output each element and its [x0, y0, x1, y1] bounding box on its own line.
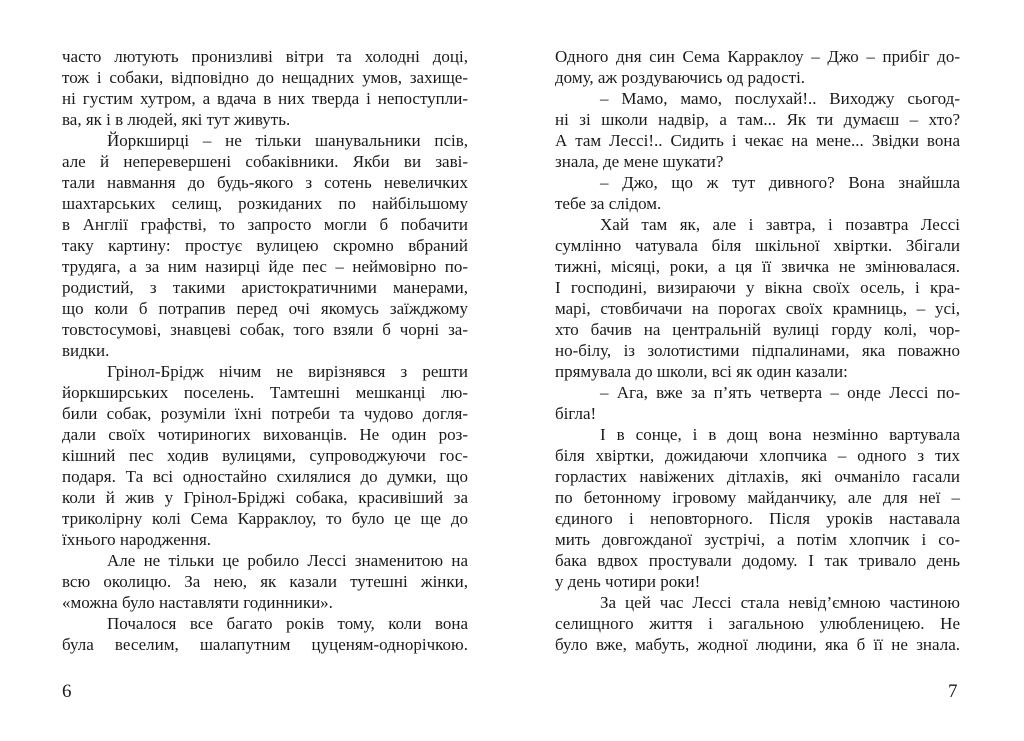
left-page-text	[62, 46, 468, 655]
text-line: били собак, розуміли їхні потреби та чудово догля-	[62, 404, 468, 423]
text-line: по бетонному ігровому майданчику, але для неї –	[555, 488, 960, 507]
text-line: горластих навіжених дітлахів, які очманіло гасали	[555, 467, 960, 486]
paragraph	[62, 130, 468, 361]
text-line: була веселим, шалапутним цуценям-однорічкою.	[62, 635, 468, 654]
text-line: кішний пес ходив вулицями, супроводжуючи гос-	[62, 446, 468, 465]
text-line: ні зі школи надвір, а там... Як ти думаєш – хто?	[555, 110, 960, 129]
text-line: І господині, визираючи у вікна своїх осель, і кра-	[555, 278, 960, 297]
text-line: часто лютують пронизливі вітри та холодні доці,	[62, 47, 468, 66]
paragraph	[555, 382, 960, 424]
text-line: Почалося все багато років тому, коли вона	[107, 614, 468, 633]
text-line: видки.	[62, 341, 110, 360]
text-line: Грінол-Брідж нічим не вирізнявся з решти	[107, 362, 468, 381]
text-line: но-білу, із золотистими підпалинами, яка поважно	[555, 341, 960, 360]
text-line: тож і собаки, відповідно до нещадних умов, захище-	[62, 68, 468, 87]
page-number-right: 7	[948, 681, 958, 702]
text-line: селищного життя і загальною улюбленицею. Не	[555, 614, 960, 633]
text-line: товстосумові, знавцеві собак, того взяли б чорні за-	[62, 320, 468, 339]
text-line: що коли б потрапив перед очі якомусь заїжджому	[62, 299, 468, 318]
text-line: – Джо, що ж тут дивного? Вона знайшла	[600, 173, 960, 192]
text-line: Одного дня син Сема Карраклоу – Джо – прибіг до-	[555, 47, 960, 66]
page-number-left: 6	[62, 681, 72, 702]
text-line: тебе за слідом.	[555, 194, 662, 213]
right-page-text	[555, 46, 960, 655]
text-line: але й неперевершені собаківники. Якби ви заві-	[62, 152, 468, 171]
text-line: сумлінно чатувала біля шкільної хвіртки. Збігали	[555, 236, 960, 255]
text-line: мить довгожданої зустрічі, а потім хлопчик і со-	[555, 530, 960, 549]
text-line: тали навмання до будь-якого з сотень невеличких	[62, 173, 468, 192]
text-line: Йоркширці – не тільки шанувальники псів,	[107, 131, 468, 150]
text-line: шахтарських селищ, розкиданих по найбільшому	[62, 194, 468, 213]
text-line: біля хвіртки, дожидаючи хлопчика – одного з тих	[555, 446, 960, 465]
text-line: дали своїх чотириногих вихованців. Не один роз-	[62, 425, 468, 444]
paragraph	[62, 46, 468, 130]
text-line: коли й жив у Грінол-Бріджі собака, красивіший за	[62, 488, 468, 507]
paragraph	[62, 550, 468, 613]
text-line: ні густим хутром, а вдача в них тверда і непоступли-	[62, 89, 468, 108]
text-line: трудяга, а за ним назирці йде пес – неймовірно по-	[62, 257, 468, 276]
text-line: – Ага, вже за п’ять четверта – онде Лессі по-	[600, 383, 960, 402]
text-line: було вже, мабуть, жодної людини, яка б її не знала.	[555, 635, 960, 654]
text-line: – Мамо, мамо, послухай!.. Виходжу сьогод-	[600, 89, 960, 108]
text-line: подаря. Та всі одностайно схилялися до думки, що	[62, 467, 468, 486]
paragraph	[555, 424, 960, 592]
paragraph	[555, 214, 960, 382]
text-line: в Англії графстві, то запросто могли б побачити	[62, 215, 468, 234]
text-line: родистий, з такими аристократичними манерами,	[62, 278, 468, 297]
text-line: єдиного і неповторного. Після уроків наставала	[555, 509, 960, 528]
paragraph	[555, 88, 960, 172]
text-line: хто бачив на центральній вулиці горду колі, чор-	[555, 320, 960, 339]
text-line: І в сонце, і в дощ вона незмінно вартувала	[600, 425, 960, 444]
paragraph	[555, 592, 960, 655]
text-line: тижні, місяці, роки, а ця її звичка не змінювалася.	[555, 257, 960, 276]
text-line: їхнього народження.	[62, 530, 212, 549]
text-line: таку картину: простує вулицею скромно вбраний	[62, 236, 468, 255]
text-line: Хай там як, але і завтра, і позавтра Лессі	[600, 215, 960, 234]
text-line: бігла!	[555, 404, 597, 423]
paragraph	[555, 172, 960, 214]
text-line: «можна було наставляти годинники».	[62, 593, 333, 612]
text-line: марі, стовбичачи на порогах своїх крамниць, – усі,	[555, 299, 960, 318]
text-line: прямувала до школи, всі як один казали:	[555, 362, 848, 381]
paragraph	[555, 46, 960, 88]
paragraph	[62, 613, 468, 655]
text-line: А там Лессі!.. Сидить і чекає на мене... Звідки вона	[555, 131, 960, 150]
text-line: триколірну колі Сема Карраклоу, то було це ще до	[62, 509, 468, 528]
text-line: Але не тільки це робило Лессі знаменитою на	[107, 551, 468, 570]
text-line: знала, де мене шукати?	[555, 152, 724, 171]
text-line: у день чотири роки!	[555, 572, 701, 591]
text-line: всю околицю. За нею, як казали тутешні жінки,	[62, 572, 468, 591]
text-line: ва, як і в людей, які тут живуть.	[62, 110, 291, 129]
text-line: дому, аж роздуваючись од радості.	[555, 68, 806, 87]
text-line: бака вдвох простували додому. І так тривало день	[555, 551, 960, 570]
paragraph	[62, 361, 468, 550]
text-line: йоркширських поселень. Тамтешні мешканці лю-	[62, 383, 468, 402]
text-line: За цей час Лессі стала невід’ємною частиною	[600, 593, 960, 612]
